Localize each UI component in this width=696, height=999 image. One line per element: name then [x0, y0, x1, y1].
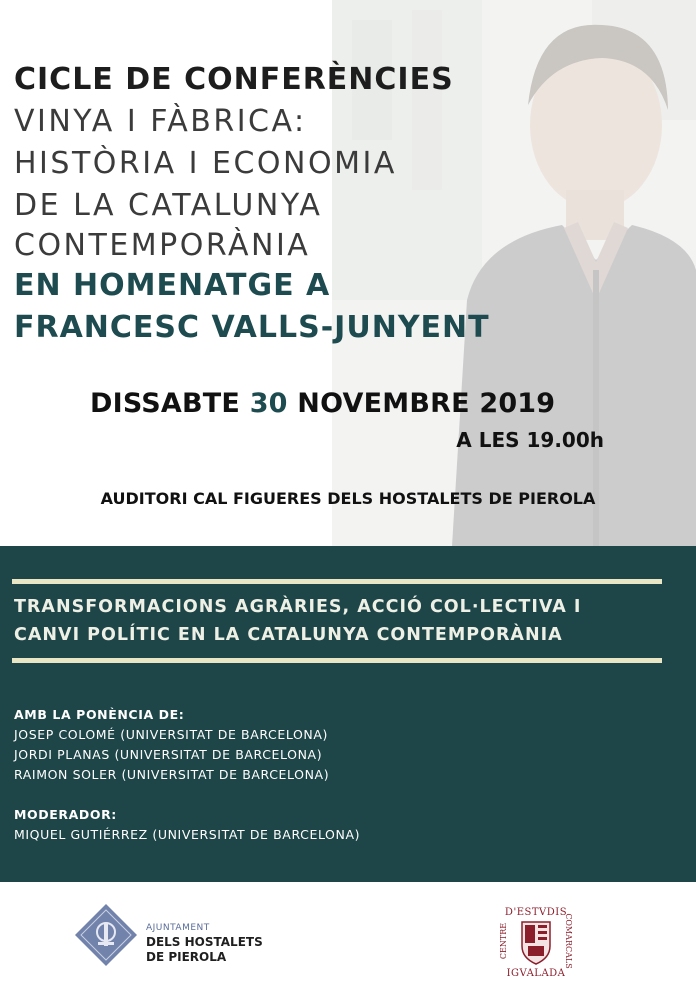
speaker-item: JORDI PLANAS (UNIVERSITAT DE BARCELONA) [14, 747, 323, 762]
day-label: DISSABTE [90, 388, 241, 419]
speaker-item: JOSEP COLOMÉ (UNIVERSITAT DE BARCELONA) [14, 727, 328, 742]
speakers-label: AMB LA PONÈNCIA DE: [14, 707, 185, 722]
ajuntament-shield-icon [73, 902, 139, 968]
svg-text:D'ESTVDIS: D'ESTVDIS [504, 907, 568, 918]
title-line-3: HISTÒRIA I ECONOMIA [14, 146, 397, 181]
bottom-rule [12, 658, 662, 663]
speaker-item: RAIMON SOLER (UNIVERSITAT DE BARCELONA) [14, 767, 330, 782]
moderator-label: MODERADOR: [14, 807, 117, 822]
title-line-5: CONTEMPORÀNIA [14, 228, 311, 263]
title-line-2: VINYA I FÀBRICA: [14, 104, 307, 139]
svg-text:COMARCALS: COMARCALS [564, 913, 573, 969]
event-date [90, 388, 555, 419]
theme-line-2: CANVI POLÍTIC EN LA CATALUNYA CONTEMPORÀNIA [14, 625, 563, 645]
title-line-1: CICLE DE CONFERÈNCIES [14, 62, 454, 97]
theme-line-1: TRANSFORMACIONS AGRÀRIES, ACCIÓ COL·LECTIVA I [14, 597, 582, 617]
event-time: A LES 19.00h [456, 428, 604, 452]
program-band [0, 546, 696, 882]
ajuntament-line-1: DELS HOSTALETS [146, 935, 263, 949]
ajuntament-line-2: DE PIEROLA [146, 950, 227, 964]
month-year: NOVEMBRE 2019 [297, 388, 556, 419]
svg-text:CENTRE: CENTRE [499, 922, 508, 960]
day-number: 30 [249, 388, 288, 419]
ajuntament-small-text: AJUNTAMENT [146, 923, 210, 933]
event-venue: AUDITORI CAL FIGUERES DELS HOSTALETS DE PIEROLA [100, 489, 596, 508]
moderator-name: MIQUEL GUTIÉRREZ (UNIVERSITAT DE BARCELONA) [14, 827, 361, 842]
title-line-6: EN HOMENATGE A [14, 268, 331, 303]
centre-estudis-logo [498, 904, 574, 978]
svg-text:IGVALADA: IGVALADA [506, 968, 566, 978]
top-rule [12, 579, 662, 584]
title-line-7: FRANCESC VALLS-JUNYENT [14, 310, 490, 345]
title-line-4: DE LA CATALUNYA [14, 188, 323, 223]
